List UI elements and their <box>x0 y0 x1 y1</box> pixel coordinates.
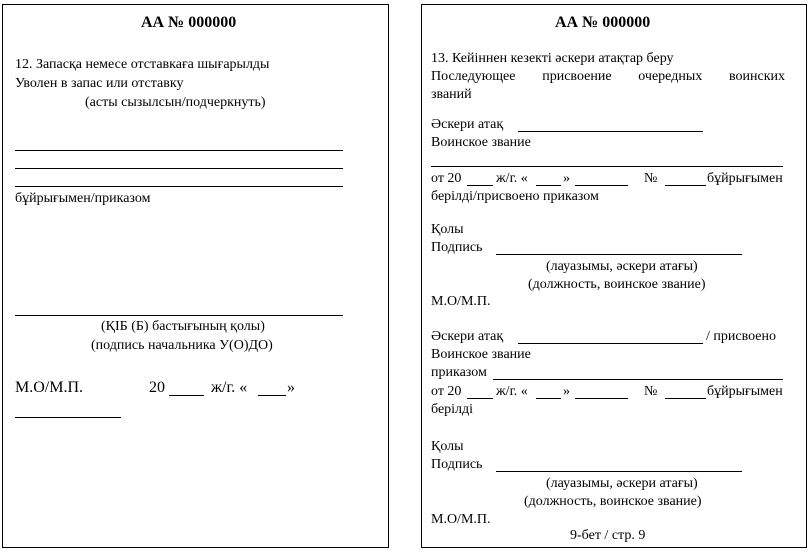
block2-number-line <box>665 398 706 399</box>
block1-date-year: ж/г. « <box>496 171 528 186</box>
block1-number-line <box>665 185 706 186</box>
block1-rank-ru: Воинское звание <box>431 135 531 150</box>
left-date-month-line <box>15 417 121 418</box>
right-page-heading: АА № 000000 <box>555 14 651 31</box>
block2-given: берілді <box>431 402 474 417</box>
block2-sign-kz: Қолы <box>431 439 464 454</box>
block1-order-line2: берілді/присвоено приказом <box>431 189 599 204</box>
section-13-title: 13. Кейіннен кезекті әскери атақтар беру <box>431 51 674 66</box>
block2-date-from: от 20 <box>431 384 462 399</box>
order-label: бұйрығымен/приказом <box>15 191 151 206</box>
block1-date-year-line <box>467 185 493 186</box>
block2-assigned: / присвоено <box>706 329 776 344</box>
left-date-year-line <box>169 395 204 396</box>
block1-date-close: » <box>563 171 570 186</box>
block1-position-ru: (должность, воинское звание) <box>528 277 706 292</box>
left-page-heading: АА № 000000 <box>141 14 237 31</box>
fill-line-1 <box>15 150 343 151</box>
section-13-title-ru-1: Последующее присвоение очередных воинских <box>431 69 785 84</box>
block2-rank-line <box>518 343 703 344</box>
signature-caption-kz: (ҚІБ (Б) бастығының қолы) <box>101 319 265 334</box>
block1-stamp: М.О/М.П. <box>431 294 491 309</box>
underline-hint: (асты сызылсын/подчеркнуть) <box>85 95 266 110</box>
left-date-mid: ж/г. « <box>211 379 248 396</box>
block2-sign-line <box>496 471 742 472</box>
left-page <box>2 4 389 548</box>
fill-line-2 <box>15 168 343 169</box>
section-13-title-ru-2: званий <box>431 87 472 102</box>
block2-sign-ru: Подпись <box>431 457 483 472</box>
block1-position-kz: (лауазымы, әскери атағы) <box>546 259 698 274</box>
block1-sign-kz: Қолы <box>431 222 464 237</box>
section-12-title: 12. Запасқа немесе отставкаға шығарылды <box>15 57 270 72</box>
block1-sign-ru: Подпись <box>431 240 483 255</box>
block2-date-close: » <box>563 384 570 399</box>
block2-position-kz: (лауазымы, әскери атағы) <box>546 476 698 491</box>
block1-rank-line <box>518 131 703 132</box>
block1-rank-kz: Әскери атақ <box>431 117 504 132</box>
section-12-title-ru: Уволен в запас или отставку <box>15 76 184 91</box>
block2-order-ru: приказом <box>431 365 487 380</box>
left-date-day-line <box>258 395 286 396</box>
block2-date-day-line <box>536 398 561 399</box>
left-date-suffix: » <box>287 379 295 396</box>
block1-number-sign: № <box>644 171 658 186</box>
block1-rank-ru-line <box>431 166 783 167</box>
signature-line <box>15 315 343 316</box>
page-footer: 9-бет / стр. 9 <box>570 528 646 543</box>
block1-date-from: от 20 <box>431 171 462 186</box>
fill-line-3 <box>15 186 343 187</box>
block2-date-year: ж/г. « <box>496 384 528 399</box>
left-date-prefix: 20 <box>149 379 165 396</box>
left-stamp: М.О/М.П. <box>15 379 84 396</box>
block2-number-sign: № <box>644 384 658 399</box>
block2-rank-ru: Воинское звание <box>431 347 531 362</box>
block2-rank-kz: Әскери атақ <box>431 329 504 344</box>
signature-caption-ru: (подпись начальника У(О)ДО) <box>91 338 273 353</box>
block2-order-kz: бұйрығымен <box>707 384 783 399</box>
block1-date-day-line <box>536 185 561 186</box>
block2-stamp: М.О/М.П. <box>431 512 491 527</box>
block1-sign-line <box>496 254 742 255</box>
block2-position-ru: (должность, воинское звание) <box>524 494 702 509</box>
block1-order-kz: бұйрығымен <box>707 171 783 186</box>
block2-date-month-line <box>575 398 628 399</box>
block2-date-year-line <box>467 398 493 399</box>
block2-order-ru-line <box>493 379 783 380</box>
right-page <box>421 4 807 548</box>
block1-date-month-line <box>575 185 628 186</box>
